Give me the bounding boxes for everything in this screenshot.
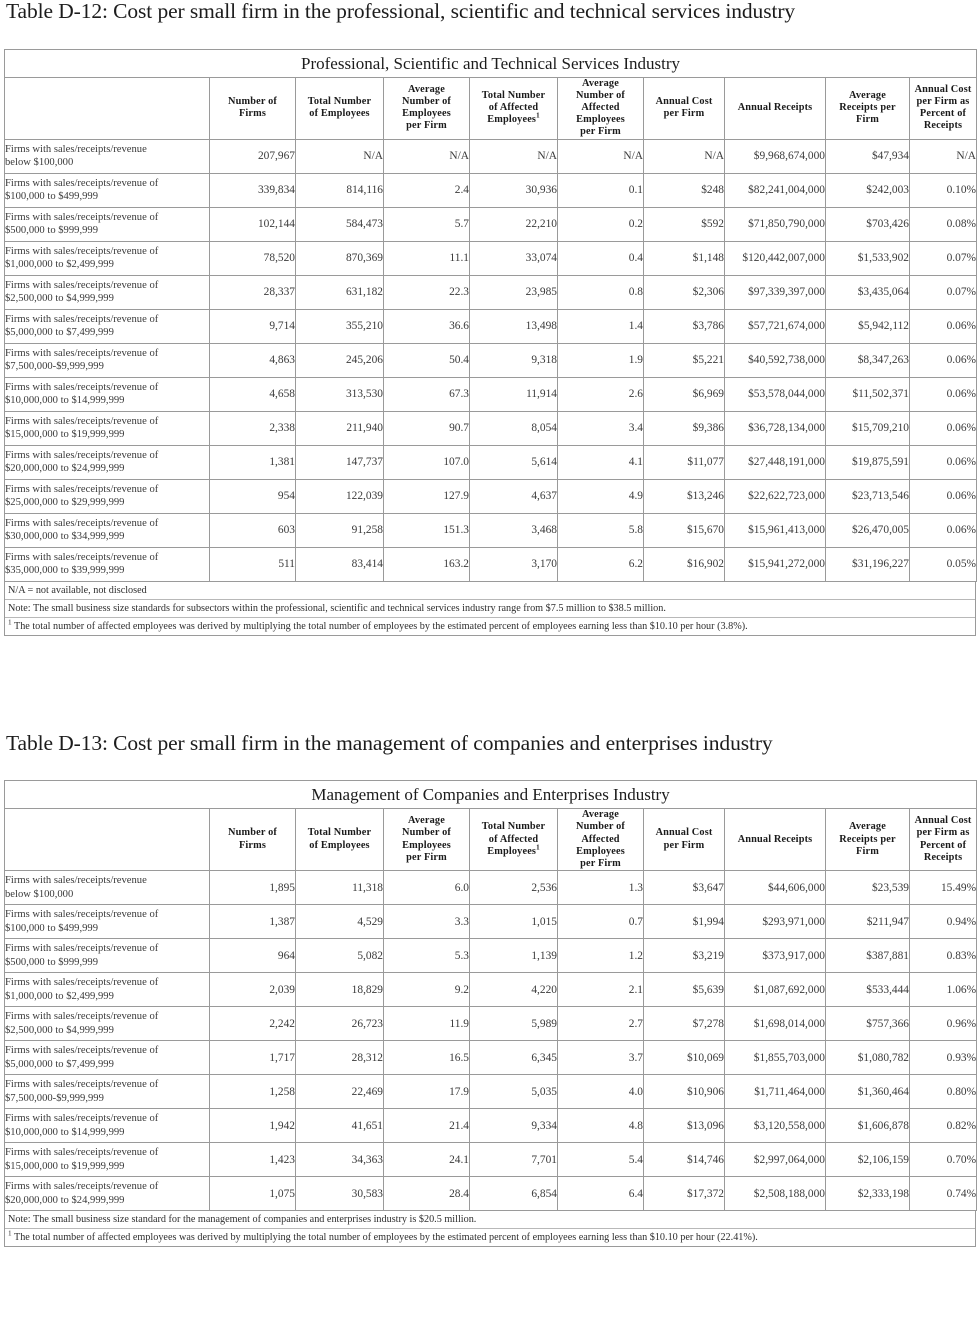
table-row	[5, 411, 977, 445]
cell-average-receipts-per-firm: $23,713,546	[826, 479, 910, 513]
cell-total-number-of-affected-employees: 1,139	[470, 939, 558, 973]
cell-annual-receipts: $71,850,790,000	[725, 207, 826, 241]
column-header-total-employees: Total Number of Employees	[296, 809, 384, 871]
cell-total-number-of-affected-employees: 1,015	[470, 905, 558, 939]
cell-annual-cost-per-firm-as-percent-of-receipts: 0.82%	[910, 1109, 977, 1143]
cell-number-of-firms: 1,423	[210, 1143, 296, 1177]
table-row	[5, 871, 977, 905]
table-d-12-title: Table D-12: Cost per small firm in the professional, scientific and technical services industry	[6, 0, 796, 23]
cell-average-number-of-employees-per-firm: 16.5	[384, 1041, 470, 1075]
cell-average-number-of-affected-employees-per-firm: 1.3	[558, 871, 644, 905]
cell-annual-cost-per-firm: $9,386	[644, 411, 725, 445]
cell-annual-receipts: $1,087,692,000	[725, 973, 826, 1007]
table-d-12-footnotes	[4, 582, 976, 636]
cell-average-receipts-per-firm: $2,106,159	[826, 1143, 910, 1177]
cell-total-number-of-affected-employees: 4,637	[470, 479, 558, 513]
cell-average-number-of-employees-per-firm: 11.9	[384, 1007, 470, 1041]
cell-total-number-of-affected-employees: 7,701	[470, 1143, 558, 1177]
cell-annual-cost-per-firm-as-percent-of-receipts: 0.06%	[910, 343, 977, 377]
cell-average-number-of-affected-employees-per-firm: 1.4	[558, 309, 644, 343]
cell-total-number-of-affected-employees: 30,936	[470, 173, 558, 207]
cell-annual-cost-per-firm: $10,906	[644, 1075, 725, 1109]
cell-average-number-of-affected-employees-per-firm: 6.2	[558, 547, 644, 581]
table-row	[5, 1041, 977, 1075]
table-row	[5, 939, 977, 973]
cell-annual-cost-per-firm: $14,746	[644, 1143, 725, 1177]
column-header-annual-receipts: Annual Receipts	[725, 809, 826, 871]
cell-annual-cost-per-firm-as-percent-of-receipts: 0.06%	[910, 377, 977, 411]
cell-annual-cost-per-firm-as-percent-of-receipts: 0.06%	[910, 479, 977, 513]
cell-annual-cost-per-firm-as-percent-of-receipts: 0.06%	[910, 309, 977, 343]
cell-total-number-of-employees: 211,940	[296, 411, 384, 445]
cell-average-receipts-per-firm: $8,347,263	[826, 343, 910, 377]
cell-annual-cost-per-firm-as-percent-of-receipts: 1.06%	[910, 973, 977, 1007]
table-row	[5, 445, 977, 479]
row-label: Firms with sales/receipts/revenue of $15,000,000 to $19,999,999	[5, 411, 210, 445]
cell-total-number-of-employees: 147,737	[296, 445, 384, 479]
cell-number-of-firms: 4,658	[210, 377, 296, 411]
section-spacer	[4, 636, 976, 732]
cell-average-number-of-affected-employees-per-firm: 4.0	[558, 1075, 644, 1109]
cell-average-receipts-per-firm: $26,470,005	[826, 513, 910, 547]
table-d-13-title: Table D-13: Cost per small firm in the management of companies and enterprises industry	[6, 730, 773, 755]
row-label: Firms with sales/receipts/revenue of $25,000,000 to $29,999,999	[5, 479, 210, 513]
column-header-number-of-firms: Number of Firms	[210, 77, 296, 139]
cell-annual-cost-per-firm: $2,306	[644, 275, 725, 309]
cell-total-number-of-employees: 355,210	[296, 309, 384, 343]
cell-total-number-of-affected-employees: 23,985	[470, 275, 558, 309]
row-label: Firms with sales/receipts/revenue below $100,000	[5, 871, 210, 905]
footnote-affected-employees-text: The total number of affected employees was derived by multiplying the total number of employees by the estimated percent of employees earning less than $10.10 per hour (22.41%).	[13, 1232, 758, 1244]
cell-average-number-of-affected-employees-per-firm: 3.7	[558, 1041, 644, 1075]
cell-annual-cost-per-firm: $5,639	[644, 973, 725, 1007]
cell-annual-cost-per-firm: $15,670	[644, 513, 725, 547]
column-header-blank	[5, 77, 210, 139]
cell-total-number-of-affected-employees: 3,468	[470, 513, 558, 547]
cell-average-number-of-affected-employees-per-firm: 0.1	[558, 173, 644, 207]
cell-average-receipts-per-firm: $1,080,782	[826, 1041, 910, 1075]
row-label: Firms with sales/receipts/revenue of $500,000 to $999,999	[5, 939, 210, 973]
cell-average-receipts-per-firm: $387,881	[826, 939, 910, 973]
column-header-annual-cost-per-firm: Annual Cost per Firm	[644, 809, 725, 871]
cell-total-number-of-employees: 41,651	[296, 1109, 384, 1143]
cell-average-number-of-employees-per-firm: 3.3	[384, 905, 470, 939]
cell-total-number-of-affected-employees: 6,345	[470, 1041, 558, 1075]
cell-average-number-of-affected-employees-per-firm: 5.4	[558, 1143, 644, 1177]
cell-annual-cost-per-firm: $3,786	[644, 309, 725, 343]
row-label: Firms with sales/receipts/revenue of $500,000 to $999,999	[5, 207, 210, 241]
cell-average-receipts-per-firm: $703,426	[826, 207, 910, 241]
column-header-total-affected-employees: Total Number of Affected Employees$^1$	[470, 77, 558, 139]
cell-average-number-of-employees-per-firm: 5.7	[384, 207, 470, 241]
cell-average-number-of-affected-employees-per-firm: 0.4	[558, 241, 644, 275]
cell-annual-cost-per-firm-as-percent-of-receipts: 0.94%	[910, 905, 977, 939]
row-label: Firms with sales/receipts/revenue below $100,000	[5, 139, 210, 173]
cell-annual-receipts: $40,592,738,000	[725, 343, 826, 377]
cell-total-number-of-affected-employees: 33,074	[470, 241, 558, 275]
cell-number-of-firms: 1,895	[210, 871, 296, 905]
cell-average-number-of-employees-per-firm: 127.9	[384, 479, 470, 513]
cell-total-number-of-employees: 245,206	[296, 343, 384, 377]
cell-average-receipts-per-firm: $533,444	[826, 973, 910, 1007]
cell-total-number-of-employees: 18,829	[296, 973, 384, 1007]
table-row	[5, 139, 977, 173]
column-header-avg-receipts-per-firm: Average Receipts per Firm	[826, 77, 910, 139]
cell-average-number-of-affected-employees-per-firm: 4.8	[558, 1109, 644, 1143]
cell-average-number-of-employees-per-firm: 67.3	[384, 377, 470, 411]
cell-annual-receipts: $22,622,723,000	[725, 479, 826, 513]
cell-annual-cost-per-firm: $17,372	[644, 1177, 725, 1211]
cell-average-number-of-affected-employees-per-firm: N/A	[558, 139, 644, 173]
cell-total-number-of-affected-employees: 8,054	[470, 411, 558, 445]
cell-total-number-of-affected-employees: 5,614	[470, 445, 558, 479]
cell-average-number-of-employees-per-firm: 24.1	[384, 1143, 470, 1177]
table-d-12-body	[5, 139, 977, 581]
cell-average-receipts-per-firm: $1,533,902	[826, 241, 910, 275]
table-d-13-body	[5, 871, 977, 1211]
column-header-blank	[5, 809, 210, 871]
cell-average-number-of-affected-employees-per-firm: 4.9	[558, 479, 644, 513]
cell-annual-receipts: $120,442,007,000	[725, 241, 826, 275]
cell-annual-receipts: $57,721,674,000	[725, 309, 826, 343]
cell-number-of-firms: 9,714	[210, 309, 296, 343]
cell-annual-cost-per-firm: $248	[644, 173, 725, 207]
cell-total-number-of-affected-employees: 13,498	[470, 309, 558, 343]
cell-annual-receipts: $293,971,000	[725, 905, 826, 939]
cell-average-receipts-per-firm: $211,947	[826, 905, 910, 939]
cell-total-number-of-employees: 34,363	[296, 1143, 384, 1177]
row-label: Firms with sales/receipts/revenue of $2,500,000 to $4,999,999	[5, 1007, 210, 1041]
cell-total-number-of-affected-employees: 5,035	[470, 1075, 558, 1109]
cell-average-number-of-affected-employees-per-firm: 6.4	[558, 1177, 644, 1211]
cell-number-of-firms: 2,338	[210, 411, 296, 445]
cell-annual-receipts: $2,997,064,000	[725, 1143, 826, 1177]
cell-annual-cost-per-firm: $13,246	[644, 479, 725, 513]
row-label: Firms with sales/receipts/revenue of $100,000 to $499,999	[5, 173, 210, 207]
footnote-affected-employees-text: The total number of affected employees was derived by multiplying the total number of employees by the estimated percent of employees earning less than $10.10 per hour (3.8%).	[13, 620, 748, 632]
cell-annual-receipts: $82,241,004,000	[725, 173, 826, 207]
cell-annual-cost-per-firm-as-percent-of-receipts: 0.06%	[910, 445, 977, 479]
cell-number-of-firms: 964	[210, 939, 296, 973]
table-row	[5, 1007, 977, 1041]
cell-total-number-of-employees: 814,116	[296, 173, 384, 207]
column-header-avg-receipts-per-firm: Average Receipts per Firm	[826, 809, 910, 871]
cell-total-number-of-affected-employees: 4,220	[470, 973, 558, 1007]
cell-annual-cost-per-firm-as-percent-of-receipts: 0.74%	[910, 1177, 977, 1211]
cell-total-number-of-affected-employees: 9,318	[470, 343, 558, 377]
cell-total-number-of-employees: 83,414	[296, 547, 384, 581]
cell-average-receipts-per-firm: $1,360,464	[826, 1075, 910, 1109]
cell-average-number-of-employees-per-firm: 163.2	[384, 547, 470, 581]
row-label: Firms with sales/receipts/revenue of $100,000 to $499,999	[5, 905, 210, 939]
cell-average-receipts-per-firm: $5,942,112	[826, 309, 910, 343]
cell-average-receipts-per-firm: $757,366	[826, 1007, 910, 1041]
cell-annual-receipts: $1,711,464,000	[725, 1075, 826, 1109]
cell-annual-cost-per-firm-as-percent-of-receipts: 0.05%	[910, 547, 977, 581]
cell-average-number-of-affected-employees-per-firm: 2.6	[558, 377, 644, 411]
cell-number-of-firms: 603	[210, 513, 296, 547]
cell-annual-receipts: $3,120,558,000	[725, 1109, 826, 1143]
cell-annual-receipts: $44,606,000	[725, 871, 826, 905]
cell-total-number-of-employees: 11,318	[296, 871, 384, 905]
cell-average-receipts-per-firm: $11,502,371	[826, 377, 910, 411]
cell-annual-cost-per-firm-as-percent-of-receipts: 0.83%	[910, 939, 977, 973]
cell-annual-cost-per-firm-as-percent-of-receipts: 0.80%	[910, 1075, 977, 1109]
cell-annual-receipts: $373,917,000	[725, 939, 826, 973]
column-header-avg-employees-per-firm: Average Number of Employees per Firm	[384, 809, 470, 871]
table-row	[5, 309, 977, 343]
cell-average-receipts-per-firm: $19,875,591	[826, 445, 910, 479]
cell-annual-receipts: $36,728,134,000	[725, 411, 826, 445]
cell-total-number-of-employees: 91,258	[296, 513, 384, 547]
cell-total-number-of-employees: 870,369	[296, 241, 384, 275]
cell-number-of-firms: 4,863	[210, 343, 296, 377]
cell-annual-receipts: $15,941,272,000	[725, 547, 826, 581]
table-row	[5, 241, 977, 275]
table-row	[5, 377, 977, 411]
cell-annual-cost-per-firm-as-percent-of-receipts: 0.93%	[910, 1041, 977, 1075]
column-header-number-of-firms: Number of Firms	[210, 809, 296, 871]
cell-average-receipts-per-firm: $1,606,878	[826, 1109, 910, 1143]
cell-annual-cost-per-firm-as-percent-of-receipts: 0.08%	[910, 207, 977, 241]
table-row	[5, 973, 977, 1007]
table-row	[5, 905, 977, 939]
row-label: Firms with sales/receipts/revenue of $10,000,000 to $14,999,999	[5, 1109, 210, 1143]
cell-average-number-of-employees-per-firm: 6.0	[384, 871, 470, 905]
table-row	[5, 513, 977, 547]
row-label: Firms with sales/receipts/revenue of $5,000,000 to $7,499,999	[5, 1041, 210, 1075]
cell-average-number-of-affected-employees-per-firm: 4.1	[558, 445, 644, 479]
cell-annual-cost-per-firm-as-percent-of-receipts: 0.96%	[910, 1007, 977, 1041]
cell-annual-cost-per-firm-as-percent-of-receipts: N/A	[910, 139, 977, 173]
cell-total-number-of-employees: 313,530	[296, 377, 384, 411]
cell-average-number-of-affected-employees-per-firm: 0.2	[558, 207, 644, 241]
cell-average-number-of-affected-employees-per-firm: 3.4	[558, 411, 644, 445]
cell-average-receipts-per-firm: $2,333,198	[826, 1177, 910, 1211]
row-label: Firms with sales/receipts/revenue of $20,000,000 to $24,999,999	[5, 445, 210, 479]
cell-number-of-firms: 2,242	[210, 1007, 296, 1041]
cell-total-number-of-employees: 5,082	[296, 939, 384, 973]
table-d-12-banner-row	[5, 49, 977, 77]
cell-average-number-of-employees-per-firm: 90.7	[384, 411, 470, 445]
cell-total-number-of-employees: 584,473	[296, 207, 384, 241]
row-label: Firms with sales/receipts/revenue of $7,500,000-$9,999,999	[5, 343, 210, 377]
column-header-avg-employees-per-firm: Average Number of Employees per Firm	[384, 77, 470, 139]
cell-annual-receipts: $2,508,188,000	[725, 1177, 826, 1211]
cell-annual-cost-per-firm: $7,278	[644, 1007, 725, 1041]
cell-annual-cost-per-firm: N/A	[644, 139, 725, 173]
cell-average-number-of-employees-per-firm: 17.9	[384, 1075, 470, 1109]
cell-total-number-of-employees: 28,312	[296, 1041, 384, 1075]
cell-average-number-of-employees-per-firm: 28.4	[384, 1177, 470, 1211]
row-label: Firms with sales/receipts/revenue of $15,000,000 to $19,999,999	[5, 1143, 210, 1177]
cell-annual-receipts: $97,339,397,000	[725, 275, 826, 309]
cell-annual-cost-per-firm: $1,148	[644, 241, 725, 275]
table-d-12	[4, 49, 977, 582]
cell-total-number-of-affected-employees: 22,210	[470, 207, 558, 241]
cell-number-of-firms: 954	[210, 479, 296, 513]
cell-total-number-of-employees: 4,529	[296, 905, 384, 939]
table-row	[5, 343, 977, 377]
cell-annual-cost-per-firm: $6,969	[644, 377, 725, 411]
cell-annual-cost-per-firm-as-percent-of-receipts: 0.07%	[910, 275, 977, 309]
cell-annual-receipts: $53,578,044,000	[725, 377, 826, 411]
cell-number-of-firms: 1,387	[210, 905, 296, 939]
table-d-13-footnotes	[4, 1211, 976, 1247]
cell-average-receipts-per-firm: $15,709,210	[826, 411, 910, 445]
cell-average-number-of-employees-per-firm: 50.4	[384, 343, 470, 377]
cell-annual-cost-per-firm: $11,077	[644, 445, 725, 479]
table-row	[5, 1075, 977, 1109]
column-header-annual-cost-per-firm: Annual Cost per Firm	[644, 77, 725, 139]
cell-total-number-of-employees: 122,039	[296, 479, 384, 513]
cell-annual-cost-per-firm: $16,902	[644, 547, 725, 581]
cell-average-number-of-affected-employees-per-firm: 2.7	[558, 1007, 644, 1041]
cell-annual-receipts: $9,968,674,000	[725, 139, 826, 173]
table-row	[5, 1177, 977, 1211]
row-label: Firms with sales/receipts/revenue of $5,000,000 to $7,499,999	[5, 309, 210, 343]
cell-number-of-firms: 1,258	[210, 1075, 296, 1109]
cell-average-receipts-per-firm: $47,934	[826, 139, 910, 173]
cell-total-number-of-employees: 22,469	[296, 1075, 384, 1109]
industry-banner: Management of Companies and Enterprises Industry	[5, 781, 977, 809]
row-label: Firms with sales/receipts/revenue of $2,500,000 to $4,999,999	[5, 275, 210, 309]
row-label: Firms with sales/receipts/revenue of $30,000,000 to $34,999,999	[5, 513, 210, 547]
table-d-13-header-row	[5, 809, 977, 871]
industry-banner: Professional, Scientific and Technical Services Industry	[5, 49, 977, 77]
footnote-na: N/A = not available, not disclosed	[5, 582, 975, 600]
cell-average-number-of-employees-per-firm: 9.2	[384, 973, 470, 1007]
cell-average-number-of-employees-per-firm: 107.0	[384, 445, 470, 479]
column-header-total-affected-employees: Total Number of Affected Employees$^1$	[470, 809, 558, 871]
row-label: Firms with sales/receipts/revenue of $1,000,000 to $2,499,999	[5, 241, 210, 275]
cell-annual-cost-per-firm-as-percent-of-receipts: 15.49%	[910, 871, 977, 905]
cell-average-number-of-employees-per-firm: 22.3	[384, 275, 470, 309]
cell-annual-cost-per-firm-as-percent-of-receipts: 0.70%	[910, 1143, 977, 1177]
table-row	[5, 1109, 977, 1143]
row-label: Firms with sales/receipts/revenue of $7,500,000-$9,999,999	[5, 1075, 210, 1109]
cell-average-number-of-employees-per-firm: 151.3	[384, 513, 470, 547]
cell-average-receipts-per-firm: $31,196,227	[826, 547, 910, 581]
cell-number-of-firms: 1,942	[210, 1109, 296, 1143]
cell-average-number-of-employees-per-firm: N/A	[384, 139, 470, 173]
cell-number-of-firms: 1,075	[210, 1177, 296, 1211]
cell-total-number-of-employees: 30,583	[296, 1177, 384, 1211]
footnote-note: Note: The small business size standard for the management of companies and enterprises industry is $20.5 million.	[5, 1211, 975, 1229]
footnote-affected-employees	[5, 618, 975, 635]
cell-annual-cost-per-firm: $1,994	[644, 905, 725, 939]
cell-average-number-of-affected-employees-per-firm: 0.7	[558, 905, 644, 939]
cell-number-of-firms: 78,520	[210, 241, 296, 275]
cell-average-receipts-per-firm: $242,003	[826, 173, 910, 207]
cell-number-of-firms: 207,967	[210, 139, 296, 173]
column-header-annual-receipts: Annual Receipts	[725, 77, 826, 139]
cell-number-of-firms: 339,834	[210, 173, 296, 207]
cell-annual-receipts: $1,855,703,000	[725, 1041, 826, 1075]
cell-annual-cost-per-firm-as-percent-of-receipts: 0.07%	[910, 241, 977, 275]
cell-average-receipts-per-firm: $23,539	[826, 871, 910, 905]
cell-average-number-of-employees-per-firm: 5.3	[384, 939, 470, 973]
table-d-13	[4, 780, 977, 1211]
cell-average-number-of-employees-per-firm: 21.4	[384, 1109, 470, 1143]
column-header-total-employees: Total Number of Employees	[296, 77, 384, 139]
cell-number-of-firms: 1,381	[210, 445, 296, 479]
cell-annual-cost-per-firm: $3,647	[644, 871, 725, 905]
table-row	[5, 275, 977, 309]
row-label: Firms with sales/receipts/revenue of $20,000,000 to $24,999,999	[5, 1177, 210, 1211]
row-label: Firms with sales/receipts/revenue of $10,000,000 to $14,999,999	[5, 377, 210, 411]
cell-average-number-of-employees-per-firm: 11.1	[384, 241, 470, 275]
footnote-note: Note: The small business size standards for subsectors within the professional, scientific and technical services industry range from $7.5 million to $38.5 million.	[5, 600, 975, 618]
cell-total-number-of-affected-employees: 5,989	[470, 1007, 558, 1041]
cell-average-number-of-affected-employees-per-firm: 1.2	[558, 939, 644, 973]
row-label: Firms with sales/receipts/revenue of $35,000,000 to $39,999,999	[5, 547, 210, 581]
cell-annual-cost-per-firm: $5,221	[644, 343, 725, 377]
cell-annual-cost-per-firm: $3,219	[644, 939, 725, 973]
cell-total-number-of-affected-employees: N/A	[470, 139, 558, 173]
cell-annual-receipts: $15,961,413,000	[725, 513, 826, 547]
footnote-marker: 1	[8, 618, 12, 627]
cell-total-number-of-employees: N/A	[296, 139, 384, 173]
footnote-affected-employees	[5, 1229, 975, 1246]
cell-number-of-firms: 2,039	[210, 973, 296, 1007]
cell-average-number-of-employees-per-firm: 2.4	[384, 173, 470, 207]
cell-average-number-of-affected-employees-per-firm: 5.8	[558, 513, 644, 547]
cell-total-number-of-employees: 26,723	[296, 1007, 384, 1041]
table-row	[5, 1143, 977, 1177]
cell-total-number-of-affected-employees: 2,536	[470, 871, 558, 905]
cell-total-number-of-affected-employees: 3,170	[470, 547, 558, 581]
row-label: Firms with sales/receipts/revenue of $1,000,000 to $2,499,999	[5, 973, 210, 1007]
cell-average-number-of-affected-employees-per-firm: 0.8	[558, 275, 644, 309]
table-d-12-header-row	[5, 77, 977, 139]
footnote-marker: 1	[8, 1229, 12, 1238]
table-row	[5, 207, 977, 241]
cell-average-receipts-per-firm: $3,435,064	[826, 275, 910, 309]
cell-annual-cost-per-firm: $592	[644, 207, 725, 241]
column-header-avg-affected-employees-per-firm: Average Number of Affected Employees per Firm	[558, 809, 644, 871]
cell-total-number-of-affected-employees: 11,914	[470, 377, 558, 411]
cell-annual-cost-per-firm-as-percent-of-receipts: 0.06%	[910, 513, 977, 547]
cell-number-of-firms: 511	[210, 547, 296, 581]
cell-number-of-firms: 28,337	[210, 275, 296, 309]
column-header-avg-affected-employees-per-firm: Average Number of Affected Employees per Firm	[558, 77, 644, 139]
cell-total-number-of-employees: 631,182	[296, 275, 384, 309]
column-header-cost-pct-receipts: Annual Cost per Firm as Percent of Receipts	[910, 77, 977, 139]
cell-average-number-of-affected-employees-per-firm: 1.9	[558, 343, 644, 377]
cell-number-of-firms: 102,144	[210, 207, 296, 241]
cell-average-number-of-employees-per-firm: 36.6	[384, 309, 470, 343]
cell-total-number-of-affected-employees: 6,854	[470, 1177, 558, 1211]
cell-average-number-of-affected-employees-per-firm: 2.1	[558, 973, 644, 1007]
cell-annual-cost-per-firm: $10,069	[644, 1041, 725, 1075]
table-d-13-banner-row	[5, 781, 977, 809]
cell-annual-cost-per-firm: $13,096	[644, 1109, 725, 1143]
cell-number-of-firms: 1,717	[210, 1041, 296, 1075]
cell-total-number-of-affected-employees: 9,334	[470, 1109, 558, 1143]
column-header-cost-pct-receipts: Annual Cost per Firm as Percent of Receipts	[910, 809, 977, 871]
table-row	[5, 547, 977, 581]
table-row	[5, 173, 977, 207]
table-row	[5, 479, 977, 513]
cell-annual-receipts: $27,448,191,000	[725, 445, 826, 479]
cell-annual-cost-per-firm-as-percent-of-receipts: 0.06%	[910, 411, 977, 445]
cell-annual-cost-per-firm-as-percent-of-receipts: 0.10%	[910, 173, 977, 207]
cell-annual-receipts: $1,698,014,000	[725, 1007, 826, 1041]
